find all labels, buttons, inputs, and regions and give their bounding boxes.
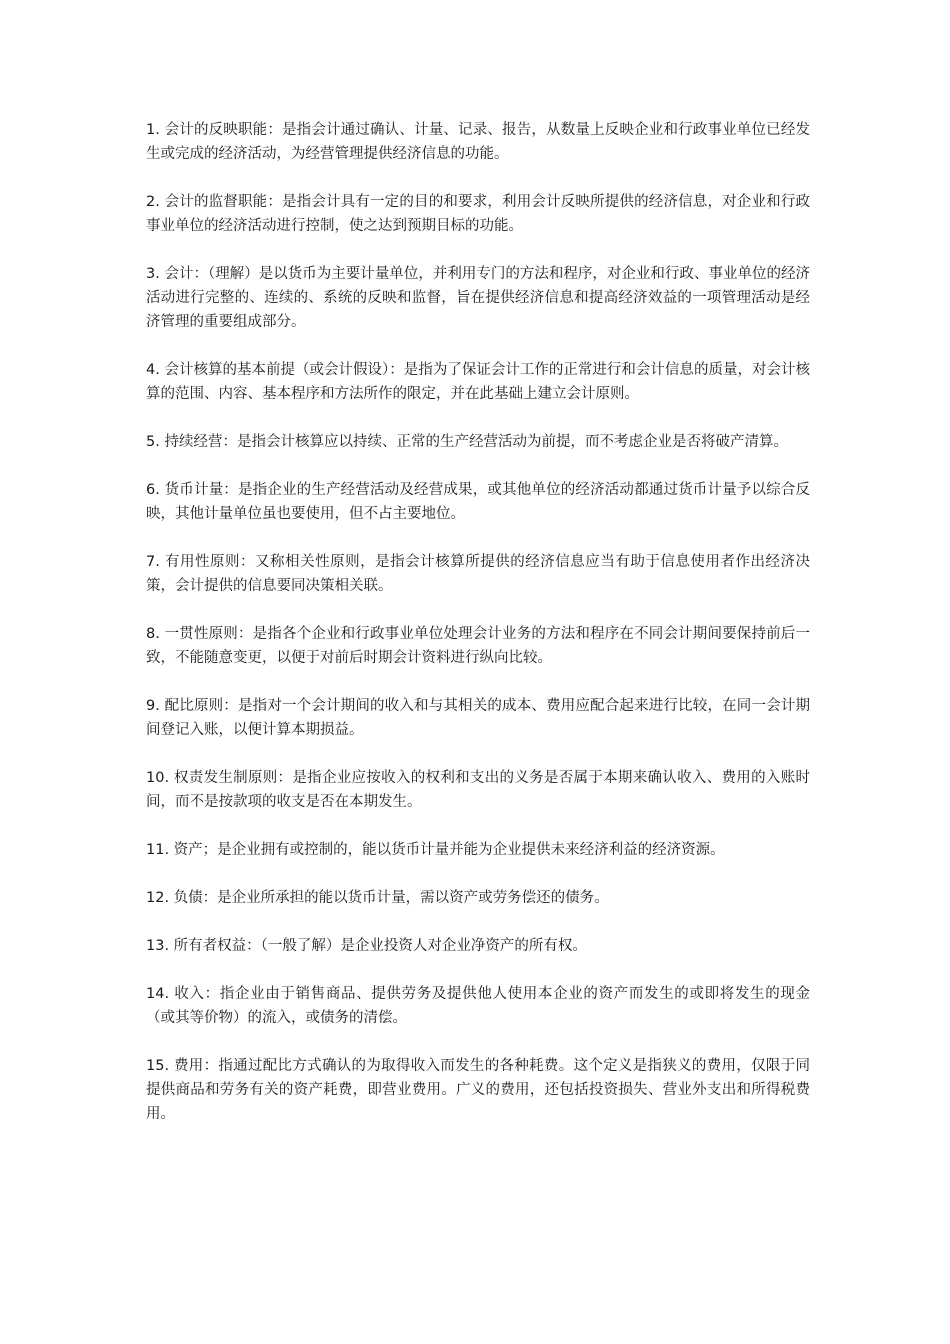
definition-paragraph: 8. 一贯性原则：是指各个企业和行政事业单位处理会计业务的方法和程序在不同会计期间要保持前后一致，不能随意变更，以便于对前后时期会计资料进行纵向比较。 (146, 626, 810, 666)
definition-paragraph: 5. 持续经营：是指会计核算应以持续、正常的生产经营活动为前提，而不考虑企业是否将破产清算。 (146, 434, 788, 450)
definition-paragraph: 13. 所有者权益：（一般了解）是企业投资人对企业净资产的所有权。 (146, 938, 587, 954)
document-body (146, 118, 810, 1150)
definition-paragraph: 6. 货币计量：是指企业的生产经营活动及经营成果，或其他单位的经济活动都通过货币计量予以综合反映，其他计量单位虽也要使用，但不占主要地位。 (146, 482, 810, 522)
definition-paragraph: 3. 会计：（理解）是以货币为主要计量单位，并利用专门的方法和程序，对企业和行政、事业单位的经济活动进行完整的、连续的、系统的反映和监督，旨在提供经济信息和提高经济效益的一项管理活动是经济管理的重要组成部分。 (146, 266, 810, 330)
definition-paragraph: 12. 负债：是企业所承担的能以货币计量，需以资产或劳务偿还的债务。 (146, 890, 609, 906)
definition-paragraph: 10. 权责发生制原则：是指企业应按收入的权利和支出的义务是否属于本期来确认收入、费用的入账时间，而不是按款项的收支是否在本期发生。 (146, 770, 810, 810)
definition-paragraph: 2. 会计的监督职能：是指会计具有一定的目的和要求，利用会计反映所提供的经济信息，对企业和行政事业单位的经济活动进行控制，使之达到预期目标的功能。 (146, 194, 810, 234)
definition-paragraph: 11. 资产；是企业拥有或控制的，能以货币计量并能为企业提供未来经济利益的经济资源。 (146, 842, 725, 858)
definition-paragraph: 15. 费用：指通过配比方式确认的为取得收入而发生的各种耗费。这个定义是指狭义的费用，仅限于同提供商品和劳务有关的资产耗费，即营业费用。广义的费用，还包括投资损失、营业外支出和所得税费用。 (146, 1058, 810, 1122)
definition-paragraph: 4. 会计核算的基本前提（或会计假设）：是指为了保证会计工作的正常进行和会计信息的质量，对会计核算的范围、内容、基本程序和方法所作的限定，并在此基础上建立会计原则。 (146, 362, 810, 402)
definition-paragraph: 14. 收入：指企业由于销售商品、提供劳务及提供他人使用本企业的资产而发生的或即将发生的现金（或其等价物）的流入，或债务的清偿。 (146, 986, 810, 1026)
definition-paragraph: 1. 会计的反映职能：是指会计通过确认、计量、记录、报告，从数量上反映企业和行政事业单位已经发生或完成的经济活动，为经营管理提供经济信息的功能。 (146, 122, 810, 162)
definition-paragraph: 9. 配比原则：是指对一个会计期间的收入和与其相关的成本、费用应配合起来进行比较，在同一会计期间登记入账，以便计算本期损益。 (146, 698, 810, 738)
definition-paragraph: 7. 有用性原则：又称相关性原则，是指会计核算所提供的经济信息应当有助于信息使用者作出经济决策，会计提供的信息要同决策相关联。 (146, 554, 810, 594)
